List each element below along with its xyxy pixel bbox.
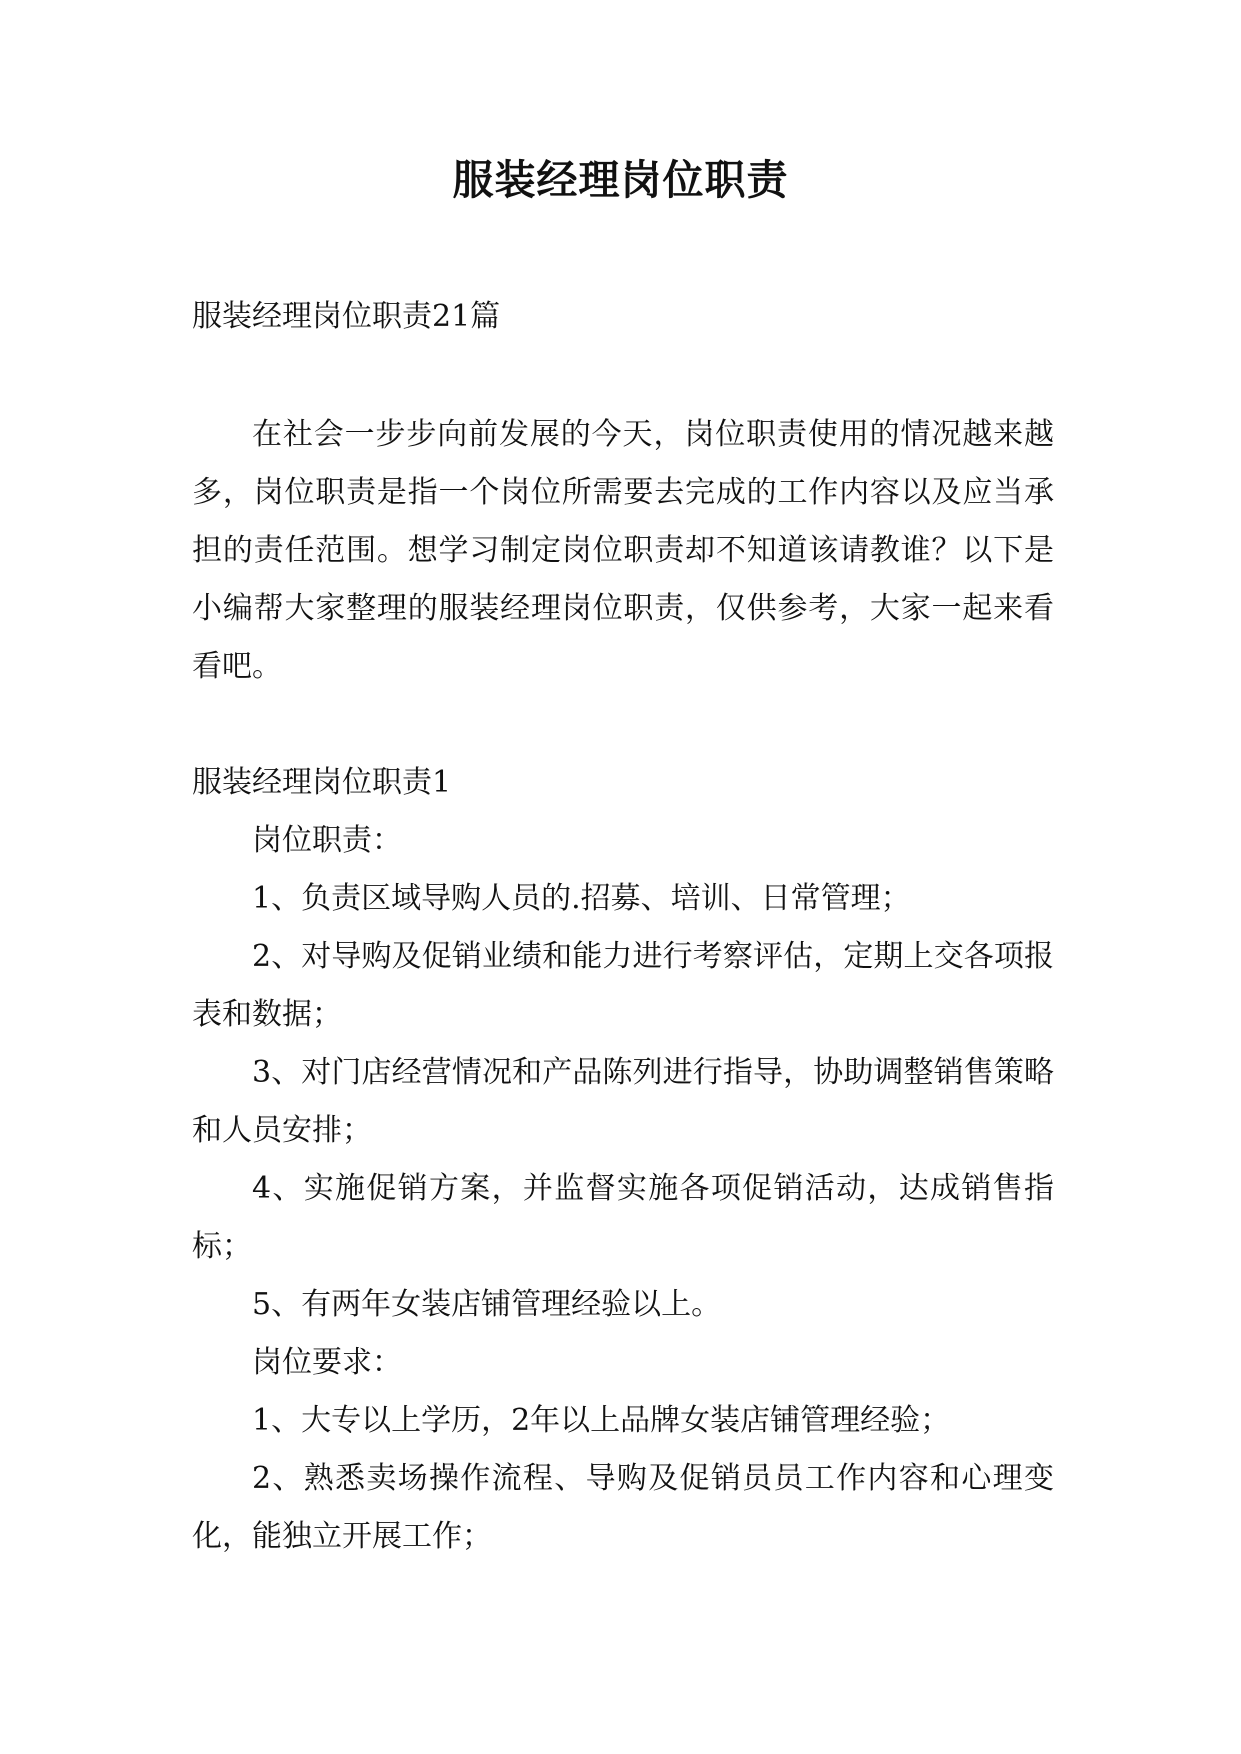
duty-item: 3、对门店经营情况和产品陈列进行指导，协助调整销售策略和人员安排； [192, 1055, 1054, 1148]
duties-heading: 岗位职责： [252, 823, 402, 858]
document-body [192, 288, 1054, 1566]
intro-paragraph: 在社会一步步向前发展的今天，岗位职责使用的情况越来越多，岗位职责是指一个岗位所需要去完成的工作内容以及应当承担的责任范围。想学习制定岗位职责却不知道该请教谁？以下是小编帮大家整理的服装经理岗位职责，仅供参考，大家一起来看看吧。 [192, 417, 1054, 684]
document-subtitle: 服装经理岗位职责21篇 [192, 299, 501, 334]
document-title: 服装经理岗位职责 [452, 156, 789, 204]
section-heading: 服装经理岗位职责1 [192, 765, 452, 800]
requirement-item: 2、熟悉卖场操作流程、导购及促销员员工作内容和心理变化，能独立开展工作； [192, 1461, 1054, 1554]
requirements-heading: 岗位要求： [252, 1345, 402, 1380]
duty-item: 1、负责区域导购人员的.招募、培训、日常管理； [252, 881, 911, 916]
duty-item: 4、实施促销方案，并监督实施各项促销活动，达成销售指标； [192, 1171, 1054, 1264]
duty-item: 2、对导购及促销业绩和能力进行考察评估，定期上交各项报表和数据； [192, 939, 1054, 1032]
duty-item: 5、有两年女装店铺管理经验以上。 [252, 1287, 722, 1322]
requirement-item: 1、大专以上学历，2年以上品牌女装店铺管理经验； [252, 1403, 951, 1438]
